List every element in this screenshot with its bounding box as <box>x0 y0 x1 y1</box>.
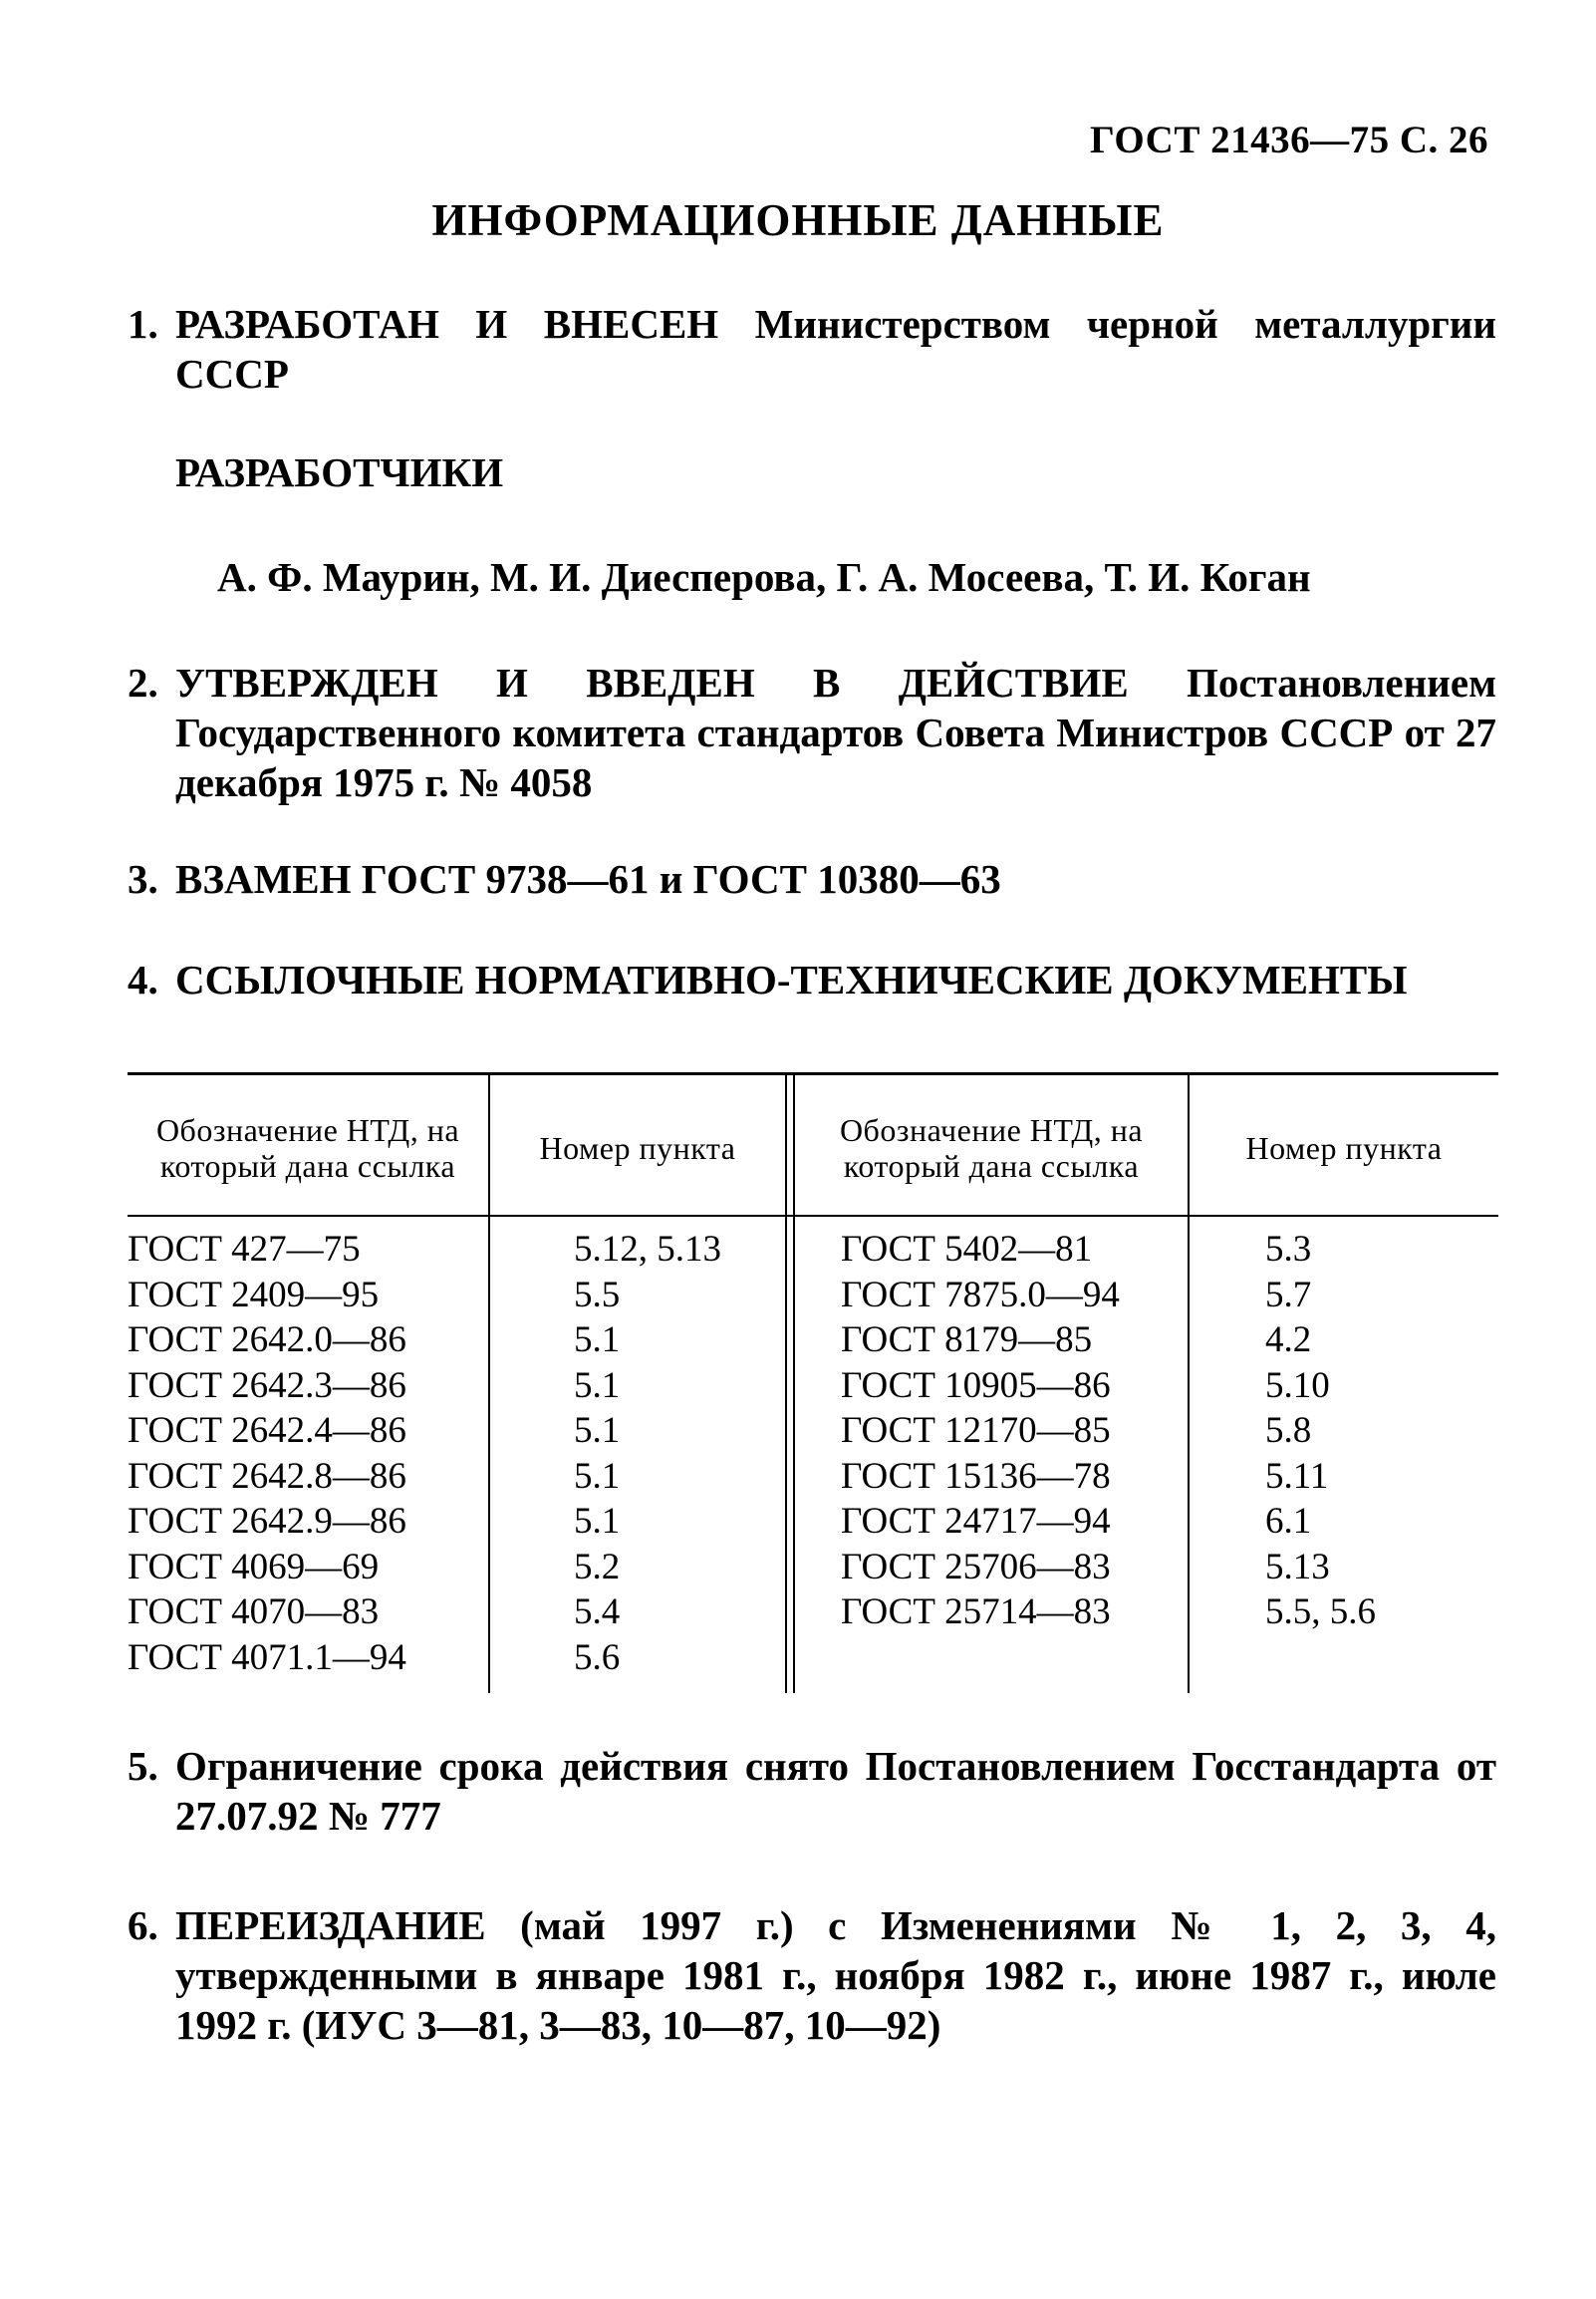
table-cell: 5.5 <box>574 1274 621 1315</box>
section-5 <box>128 1741 1496 1841</box>
table-cell: 5.1 <box>574 1410 621 1451</box>
table-cell: 5.10 <box>1265 1364 1330 1406</box>
section-number: 5. <box>128 1743 158 1789</box>
section-number: 1. <box>128 301 158 347</box>
table-cell: ГОСТ 2642.4—86 <box>128 1410 406 1451</box>
table-cell: 5.1 <box>574 1455 621 1497</box>
section-text: РАЗРАБОТАН И ВНЕСЕН Министерством черной металлургии СССР <box>175 301 1496 397</box>
section-text: ССЫЛОЧНЫЕ НОРМАТИВНО-ТЕХНИЧЕСКИЕ ДОКУМЕНТЫ <box>175 957 1408 1003</box>
gost-page-reference: ГОСТ 21436—75 С. 26 <box>1090 119 1488 161</box>
section-number: 2. <box>128 660 158 706</box>
table-cell: 5.6 <box>574 1636 621 1678</box>
table-cell: 6.1 <box>1265 1501 1312 1542</box>
table-cell: ГОСТ 4070—83 <box>128 1591 380 1632</box>
table-cell: ГОСТ 25706—83 <box>841 1546 1111 1587</box>
section-4 <box>128 955 1496 1005</box>
section-1 <box>128 299 1496 399</box>
header-clause-left: Номер пункта <box>539 1130 736 1166</box>
header-clause-right: Номер пункта <box>1245 1130 1443 1166</box>
table-cell: 5.3 <box>1265 1229 1312 1270</box>
table-cell: ГОСТ 4071.1—94 <box>128 1636 406 1678</box>
left-clause-column <box>574 1227 721 1680</box>
table-cell: ГОСТ 2642.0—86 <box>128 1319 406 1360</box>
section-number: 6. <box>128 1902 158 1948</box>
table-cell: ГОСТ 2642.8—86 <box>128 1455 406 1497</box>
table-cell: 5.1 <box>574 1319 621 1360</box>
section-text: ПЕРЕИЗДАНИЕ (май 1997 г.) с Изменениями № 1, 2, 3, 4, утвержденными в январе 1981 г., ноября 1982 г., июне 1987 г., июле 1992 г. (ИУС 3—81, 3—83, 10—87, 10—92) <box>175 1902 1496 2048</box>
section-2 <box>128 658 1496 807</box>
table-cell: 5.11 <box>1265 1455 1329 1497</box>
table-cell: ГОСТ 5402—81 <box>841 1229 1093 1270</box>
left-designation-column <box>128 1227 406 1680</box>
developers-heading: РАЗРАБОТЧИКИ <box>175 449 504 495</box>
header-designation-right: Обозначение НТД, на который дана ссылка <box>839 1112 1144 1184</box>
reference-documents-table <box>128 1072 1498 1693</box>
table-cell: 5.1 <box>574 1364 621 1406</box>
document-title: ИНФОРМАЦИОННЫЕ ДАННЫЕ <box>431 195 1165 245</box>
table-cell: ГОСТ 2642.3—86 <box>128 1364 406 1406</box>
table-cell: ГОСТ 4069—69 <box>128 1546 380 1587</box>
table-cell: ГОСТ 427—75 <box>128 1229 361 1270</box>
table-cell: ГОСТ 2409—95 <box>128 1274 380 1315</box>
table-cell: 5.2 <box>574 1546 621 1587</box>
table-cell: 5.1 <box>574 1501 621 1542</box>
table-cell: ГОСТ 15136—78 <box>841 1455 1111 1497</box>
table-cell: 5.12, 5.13 <box>574 1229 721 1270</box>
table-cell: ГОСТ 10905—86 <box>841 1364 1111 1406</box>
column-double-divider <box>785 1075 795 1693</box>
table-cell: ГОСТ 2642.9—86 <box>128 1501 406 1542</box>
table-cell: ГОСТ 7875.0—94 <box>841 1274 1120 1315</box>
table-cell: 5.4 <box>574 1591 621 1632</box>
table-cell: 5.5, 5.6 <box>1265 1591 1376 1632</box>
section-6 <box>128 1900 1496 2050</box>
table-cell: ГОСТ 8179—85 <box>841 1319 1093 1360</box>
table-cell: 5.13 <box>1265 1546 1330 1587</box>
table-cell: 4.2 <box>1265 1319 1312 1360</box>
section-3 <box>128 854 1496 904</box>
section-number: 4. <box>128 957 158 1003</box>
table-cell: 5.7 <box>1265 1274 1312 1315</box>
section-text: Ограничение срока действия снято Постановлением Госстандарта от 27.07.92 № 777 <box>175 1743 1496 1839</box>
table-cell: ГОСТ 24717—94 <box>841 1501 1111 1542</box>
table-header-rule <box>128 1215 1498 1217</box>
developers-list: А. Ф. Маурин, М. И. Диесперова, Г. А. Мосеева, Т. И. Коган <box>217 554 1311 600</box>
section-number: 3. <box>128 856 158 902</box>
section-text: ВЗАМЕН ГОСТ 9738—61 и ГОСТ 10380—63 <box>175 856 1001 902</box>
table-cell: 5.8 <box>1265 1410 1312 1451</box>
right-clause-column <box>1265 1227 1376 1635</box>
header-designation-left: Обозначение НТД, на который дана ссылка <box>155 1112 460 1184</box>
section-text: УТВЕРЖДЕН И ВВЕДЕН В ДЕЙСТВИЕ Постановлением Государственного комитета стандартов Совета Министров СССР от 27 декабря 1975 г. № 4058 <box>175 660 1496 805</box>
table-cell: ГОСТ 12170—85 <box>841 1410 1111 1451</box>
right-designation-column <box>841 1227 1120 1635</box>
table-cell: ГОСТ 25714—83 <box>841 1591 1111 1632</box>
